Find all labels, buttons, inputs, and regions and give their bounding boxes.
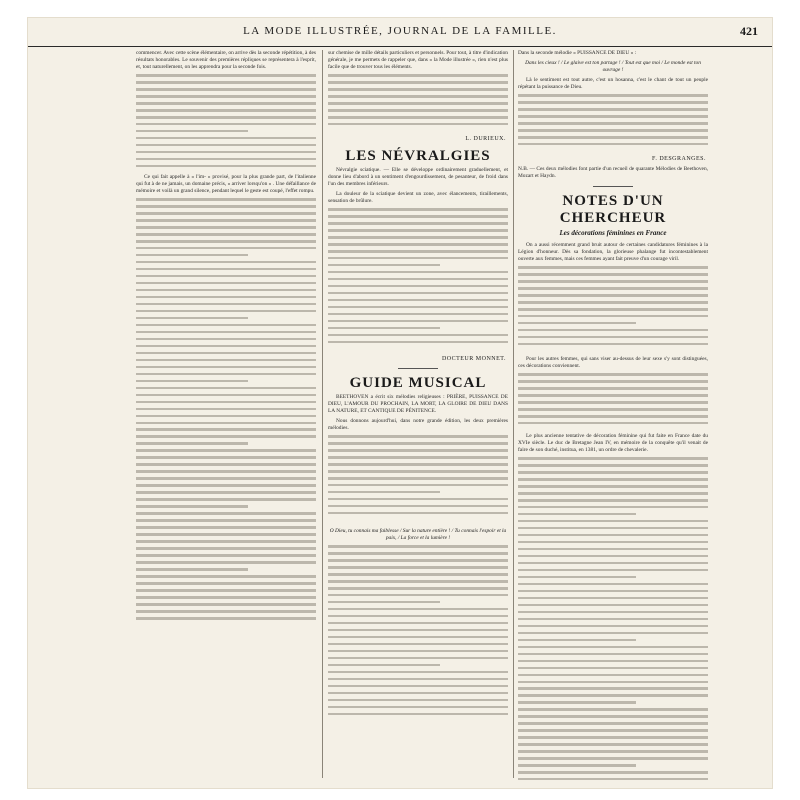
paragraph: commencer. Avec cette scène élémentaire, on arrive dès la seconde répétition, à des résultats honorables. Le souvenir des premières répliques se représentera à l'esprit, et, tout naturellement, on les apprendra pour la seconde fois. <box>136 50 316 70</box>
column-rule <box>513 50 514 778</box>
text-line <box>328 692 508 695</box>
text-line <box>518 308 708 311</box>
paragraph: Dans la seconde mélodie « PUISSANCE DE DIEU » : <box>518 50 637 56</box>
author-signature: F. DESGRANGES. <box>651 156 706 162</box>
text-line <box>136 408 316 411</box>
column-rule <box>322 50 323 778</box>
text-line <box>328 678 508 681</box>
text-line <box>518 506 708 509</box>
text-line <box>518 280 708 283</box>
text-line <box>328 671 508 674</box>
text-line <box>518 639 636 642</box>
text-line <box>518 464 708 467</box>
text-line <box>328 299 508 302</box>
paragraph: Ce qui fait appelle à « l'im- » provisé, pour la plus grande part, de l'italienne qui fut à de ne jamais, un domaine précis, « arriver lorsqu'on » . Une défaillance de mémoire et voilà un grand silence, pendant lequel le geste est coupé, l'effet rompu. <box>136 174 316 194</box>
text-line <box>136 123 316 126</box>
text-line <box>328 306 508 309</box>
text-line <box>328 580 508 583</box>
text-line <box>518 343 708 346</box>
text-line <box>136 401 316 404</box>
text-line <box>328 657 508 660</box>
page-number: 421 <box>740 24 758 38</box>
text-line <box>136 74 316 77</box>
text-block <box>518 457 708 780</box>
text-line <box>518 764 636 767</box>
text-line <box>518 266 708 269</box>
paragraph: sur chemise de mille détails particuliers et personnels. Pour tout, à titre d'indication générale, je me permets de rappeler que, dans « la Mode illustrée », rien n'est plus facile que de trouver tous les éléments. <box>328 50 508 70</box>
text-line <box>136 331 316 334</box>
text-line <box>328 643 508 646</box>
text-line <box>328 615 508 618</box>
text-line <box>328 545 508 548</box>
text-line <box>328 699 508 702</box>
text-line <box>136 547 316 550</box>
text-line <box>518 660 708 663</box>
text-line <box>136 296 316 299</box>
text-line <box>136 366 316 369</box>
text-line <box>518 94 708 97</box>
text-line <box>328 208 508 211</box>
text-line <box>136 81 316 84</box>
page-header <box>28 18 772 47</box>
text-block <box>328 208 508 354</box>
text-line <box>518 694 708 697</box>
text-line <box>328 685 508 688</box>
text-line <box>136 491 316 494</box>
text-block <box>328 74 508 134</box>
text-block <box>136 198 316 628</box>
text-line <box>518 555 708 558</box>
text-line <box>328 470 508 473</box>
text-line <box>518 513 636 516</box>
text-line <box>518 478 708 481</box>
text-line <box>328 102 508 105</box>
text-line <box>136 289 316 292</box>
text-line <box>518 108 708 111</box>
text-line <box>136 109 316 112</box>
text-line <box>136 568 248 571</box>
text-line <box>328 109 508 112</box>
journal-title: LA MODE ILLUSTRÉE, JOURNAL DE LA FAMILLE. <box>243 25 557 37</box>
text-line <box>136 130 248 133</box>
text-line <box>328 498 508 501</box>
text-line <box>328 601 440 604</box>
paragraph: Pour les autres femmes, qui sans viser au-dessus de leur sexe s'y sont distinguées, ces décorations conviennent. <box>518 356 708 369</box>
text-line <box>518 548 708 551</box>
text-line <box>328 573 508 576</box>
section-title-notes-chercheur: NOTES D'UN CHERCHEUR <box>559 193 667 226</box>
text-line <box>518 401 708 404</box>
text-line <box>136 233 316 236</box>
text-line <box>136 533 316 536</box>
text-line <box>518 583 708 586</box>
text-line <box>328 292 508 295</box>
text-line <box>136 95 316 98</box>
text-line <box>328 74 508 77</box>
section-divider <box>593 186 633 187</box>
text-line <box>328 505 508 508</box>
text-line <box>328 594 508 597</box>
text-line <box>136 240 316 243</box>
text-line <box>328 320 508 323</box>
text-line <box>328 88 508 91</box>
text-line <box>328 477 508 480</box>
text-line <box>518 387 708 390</box>
text-line <box>518 457 708 460</box>
column-left <box>136 50 316 780</box>
text-line <box>518 576 636 579</box>
text-line <box>328 285 508 288</box>
text-line <box>328 484 508 487</box>
text-line <box>518 625 708 628</box>
text-line <box>328 229 508 232</box>
text-line <box>328 327 440 330</box>
text-line <box>328 449 508 452</box>
text-line <box>136 435 316 438</box>
text-block <box>518 373 708 433</box>
text-line <box>328 250 508 253</box>
text-line <box>136 484 316 487</box>
text-line <box>518 701 636 704</box>
text-line <box>136 205 316 208</box>
text-line <box>328 334 508 337</box>
text-line <box>518 597 708 600</box>
text-line <box>518 143 708 146</box>
text-line <box>518 129 708 132</box>
text-line <box>136 540 316 543</box>
author-signature: L. DURIEUX. <box>465 136 506 142</box>
text-line <box>518 674 708 677</box>
text-line <box>136 88 316 91</box>
section-title-guide-musical: GUIDE MUSICAL <box>349 375 487 391</box>
text-line <box>136 359 316 362</box>
text-line <box>136 589 316 592</box>
column-right <box>518 50 708 780</box>
footnote: N.B. — Ces deux mélodies font partie d'un recueil de quarante Mélodies de Beethoven, Mozart et Haydn. <box>518 166 708 179</box>
text-line <box>328 664 440 667</box>
text-line <box>328 278 508 281</box>
paragraph: La douleur de la sciatique devient un zone, avec élancements, tiraillements, sensation de brûlure. <box>328 191 508 204</box>
text-line <box>518 604 708 607</box>
text-line <box>518 771 708 774</box>
text-line <box>518 115 708 118</box>
text-line <box>518 590 708 593</box>
text-line <box>328 257 508 260</box>
text-line <box>518 322 636 325</box>
text-line <box>518 708 708 711</box>
paragraph: Là le sentiment est tout autre, c'est un hosanna, c'est le chant de tout un peuple répétant la puissance de Dieu. <box>518 77 708 90</box>
text-line <box>136 158 316 161</box>
text-block <box>328 435 508 525</box>
text-line <box>328 313 508 316</box>
text-line <box>136 116 316 119</box>
text-line <box>518 687 708 690</box>
text-line <box>136 617 316 620</box>
text-line <box>518 101 708 104</box>
text-line <box>518 646 708 649</box>
section-divider <box>398 368 438 369</box>
paragraph: On a aussi récemment grand bruit autour de certaines candidatures féminines à la Légion d'honneur. Dès sa fondation, la glorieuse phalange fut incontestablement ouverte aux femmes, mais ces femmes ayant fait preuve d'un courage viril. <box>518 242 708 262</box>
text-line <box>328 95 508 98</box>
text-line <box>518 471 708 474</box>
text-line <box>328 559 508 562</box>
text-block <box>518 266 708 356</box>
text-line <box>136 198 316 201</box>
text-line <box>328 215 508 218</box>
text-line <box>518 750 708 753</box>
text-line <box>136 261 316 264</box>
text-line <box>136 561 316 564</box>
text-line <box>518 681 708 684</box>
section-subtitle: Les décorations féminines en France <box>559 229 667 237</box>
text-line <box>518 715 708 718</box>
text-line <box>136 268 316 271</box>
text-line <box>136 610 316 613</box>
text-line <box>136 317 248 320</box>
text-line <box>518 122 708 125</box>
text-line <box>518 778 708 780</box>
author-signature: DOCTEUR MONNET. <box>441 356 506 362</box>
text-line <box>328 463 508 466</box>
text-line <box>136 219 316 222</box>
text-line <box>518 315 708 318</box>
text-line <box>518 562 708 565</box>
text-line <box>328 236 508 239</box>
text-line <box>136 512 316 515</box>
text-line <box>328 636 508 639</box>
text-line <box>518 667 708 670</box>
text-line <box>518 632 708 635</box>
text-line <box>328 650 508 653</box>
text-line <box>518 534 708 537</box>
text-line <box>136 226 316 229</box>
text-line <box>518 618 708 621</box>
text-block <box>136 74 316 174</box>
text-line <box>136 498 316 501</box>
text-line <box>136 387 316 390</box>
text-line <box>518 336 708 339</box>
text-line <box>136 144 316 147</box>
text-line <box>328 435 508 438</box>
text-line <box>136 596 316 599</box>
text-line <box>136 422 316 425</box>
text-line <box>518 527 708 530</box>
text-line <box>136 137 316 140</box>
text-line <box>328 706 508 709</box>
text-line <box>136 582 316 585</box>
text-line <box>518 492 708 495</box>
text-line <box>328 587 508 590</box>
text-line <box>136 415 316 418</box>
paragraph: Le plus ancienne tentative de décoration féminine qui fut faite en France date du XVIe siècle. Le duc de Bretagne Jean IV, en mémoire de la conquête qu'il venait de faire de son duché, institua, en 1381, un ordre de chevalerie. <box>518 433 708 453</box>
text-line <box>136 165 316 168</box>
text-line <box>136 324 316 327</box>
text-line <box>328 81 508 84</box>
text-line <box>136 554 316 557</box>
text-line <box>136 151 316 154</box>
text-line <box>328 622 508 625</box>
text-line <box>328 271 508 274</box>
text-line <box>136 102 316 105</box>
text-line <box>136 603 316 606</box>
text-line <box>328 608 508 611</box>
text-line <box>136 575 316 578</box>
text-line <box>328 552 508 555</box>
text-line <box>136 247 316 250</box>
text-line <box>328 442 508 445</box>
text-line <box>518 729 708 732</box>
text-line <box>518 743 708 746</box>
text-line <box>136 352 316 355</box>
text-line <box>136 470 316 473</box>
text-line <box>518 722 708 725</box>
paragraph: Névralgie sciatique. — Elle se développe ordinairement graduellement, et donne lieu d'abord à un sentiment d'engourdissement, de pesanteur, de froid dans l'un des membres inférieurs. <box>328 167 508 187</box>
text-line <box>136 456 316 459</box>
text-line <box>328 222 508 225</box>
text-line <box>136 254 248 257</box>
text-line <box>518 301 708 304</box>
text-line <box>518 736 708 739</box>
text-line <box>136 449 316 452</box>
text-line <box>136 463 316 466</box>
text-line <box>518 485 708 488</box>
text-line <box>518 329 708 332</box>
text-line <box>136 505 248 508</box>
text-line <box>136 310 316 313</box>
text-line <box>136 442 248 445</box>
paragraph: BEETHOVEN a écrit six mélodies religieuses : PRIÈRE, PUISSANCE DE DIEU, L'AMOUR DU PROCHAIN, LA MORT, LA GLOIRE DE DIEU DANS LA NATURE, ET CANTIQUE DE PÉNITENCE. <box>328 394 508 414</box>
journal-page <box>28 18 772 788</box>
text-block <box>518 94 708 154</box>
paragraph: Nous donnons aujourd'hui, dans notre grande édition, les deux premières mélodies. <box>328 418 508 431</box>
text-line <box>136 303 316 306</box>
text-line <box>328 456 508 459</box>
text-line <box>328 629 508 632</box>
text-line <box>328 243 508 246</box>
text-line <box>518 541 708 544</box>
text-line <box>518 757 708 760</box>
text-line <box>136 275 316 278</box>
text-line <box>518 380 708 383</box>
text-line <box>328 713 508 716</box>
text-line <box>136 428 316 431</box>
text-line <box>136 282 316 285</box>
text-line <box>136 477 316 480</box>
text-line <box>328 566 508 569</box>
text-line <box>328 123 508 126</box>
text-line <box>328 264 440 267</box>
verse: Dans les cieux ! / Le glaive est ton partage ! / Tout est que moi / Le monde est ton ouvrage ! <box>525 60 701 73</box>
text-block <box>328 545 508 725</box>
text-line <box>518 287 708 290</box>
text-line <box>518 520 708 523</box>
verse: O Dieu, tu connais ma faiblesse / Sur la nature entière ! / Tu connais l'espoir et la paix, / La force et la lumière ! <box>329 528 507 541</box>
text-line <box>328 491 440 494</box>
text-line <box>518 422 708 425</box>
text-line <box>518 373 708 376</box>
text-line <box>518 415 708 418</box>
section-title-nevralgies: LES NÉVRALGIES <box>345 148 491 164</box>
text-line <box>518 394 708 397</box>
text-line <box>518 136 708 139</box>
text-line <box>136 338 316 341</box>
text-line <box>518 653 708 656</box>
text-line <box>136 526 316 529</box>
text-line <box>328 512 508 515</box>
column-middle <box>328 50 508 780</box>
text-line <box>518 294 708 297</box>
text-line <box>328 341 508 344</box>
text-line <box>518 611 708 614</box>
text-line <box>136 373 316 376</box>
text-line <box>136 212 316 215</box>
text-line <box>518 499 708 502</box>
text-line <box>136 519 316 522</box>
text-line <box>518 569 708 572</box>
text-line <box>328 116 508 119</box>
text-line <box>136 345 316 348</box>
text-line <box>518 408 708 411</box>
text-line <box>518 273 708 276</box>
text-line <box>136 394 316 397</box>
text-line <box>136 380 248 383</box>
